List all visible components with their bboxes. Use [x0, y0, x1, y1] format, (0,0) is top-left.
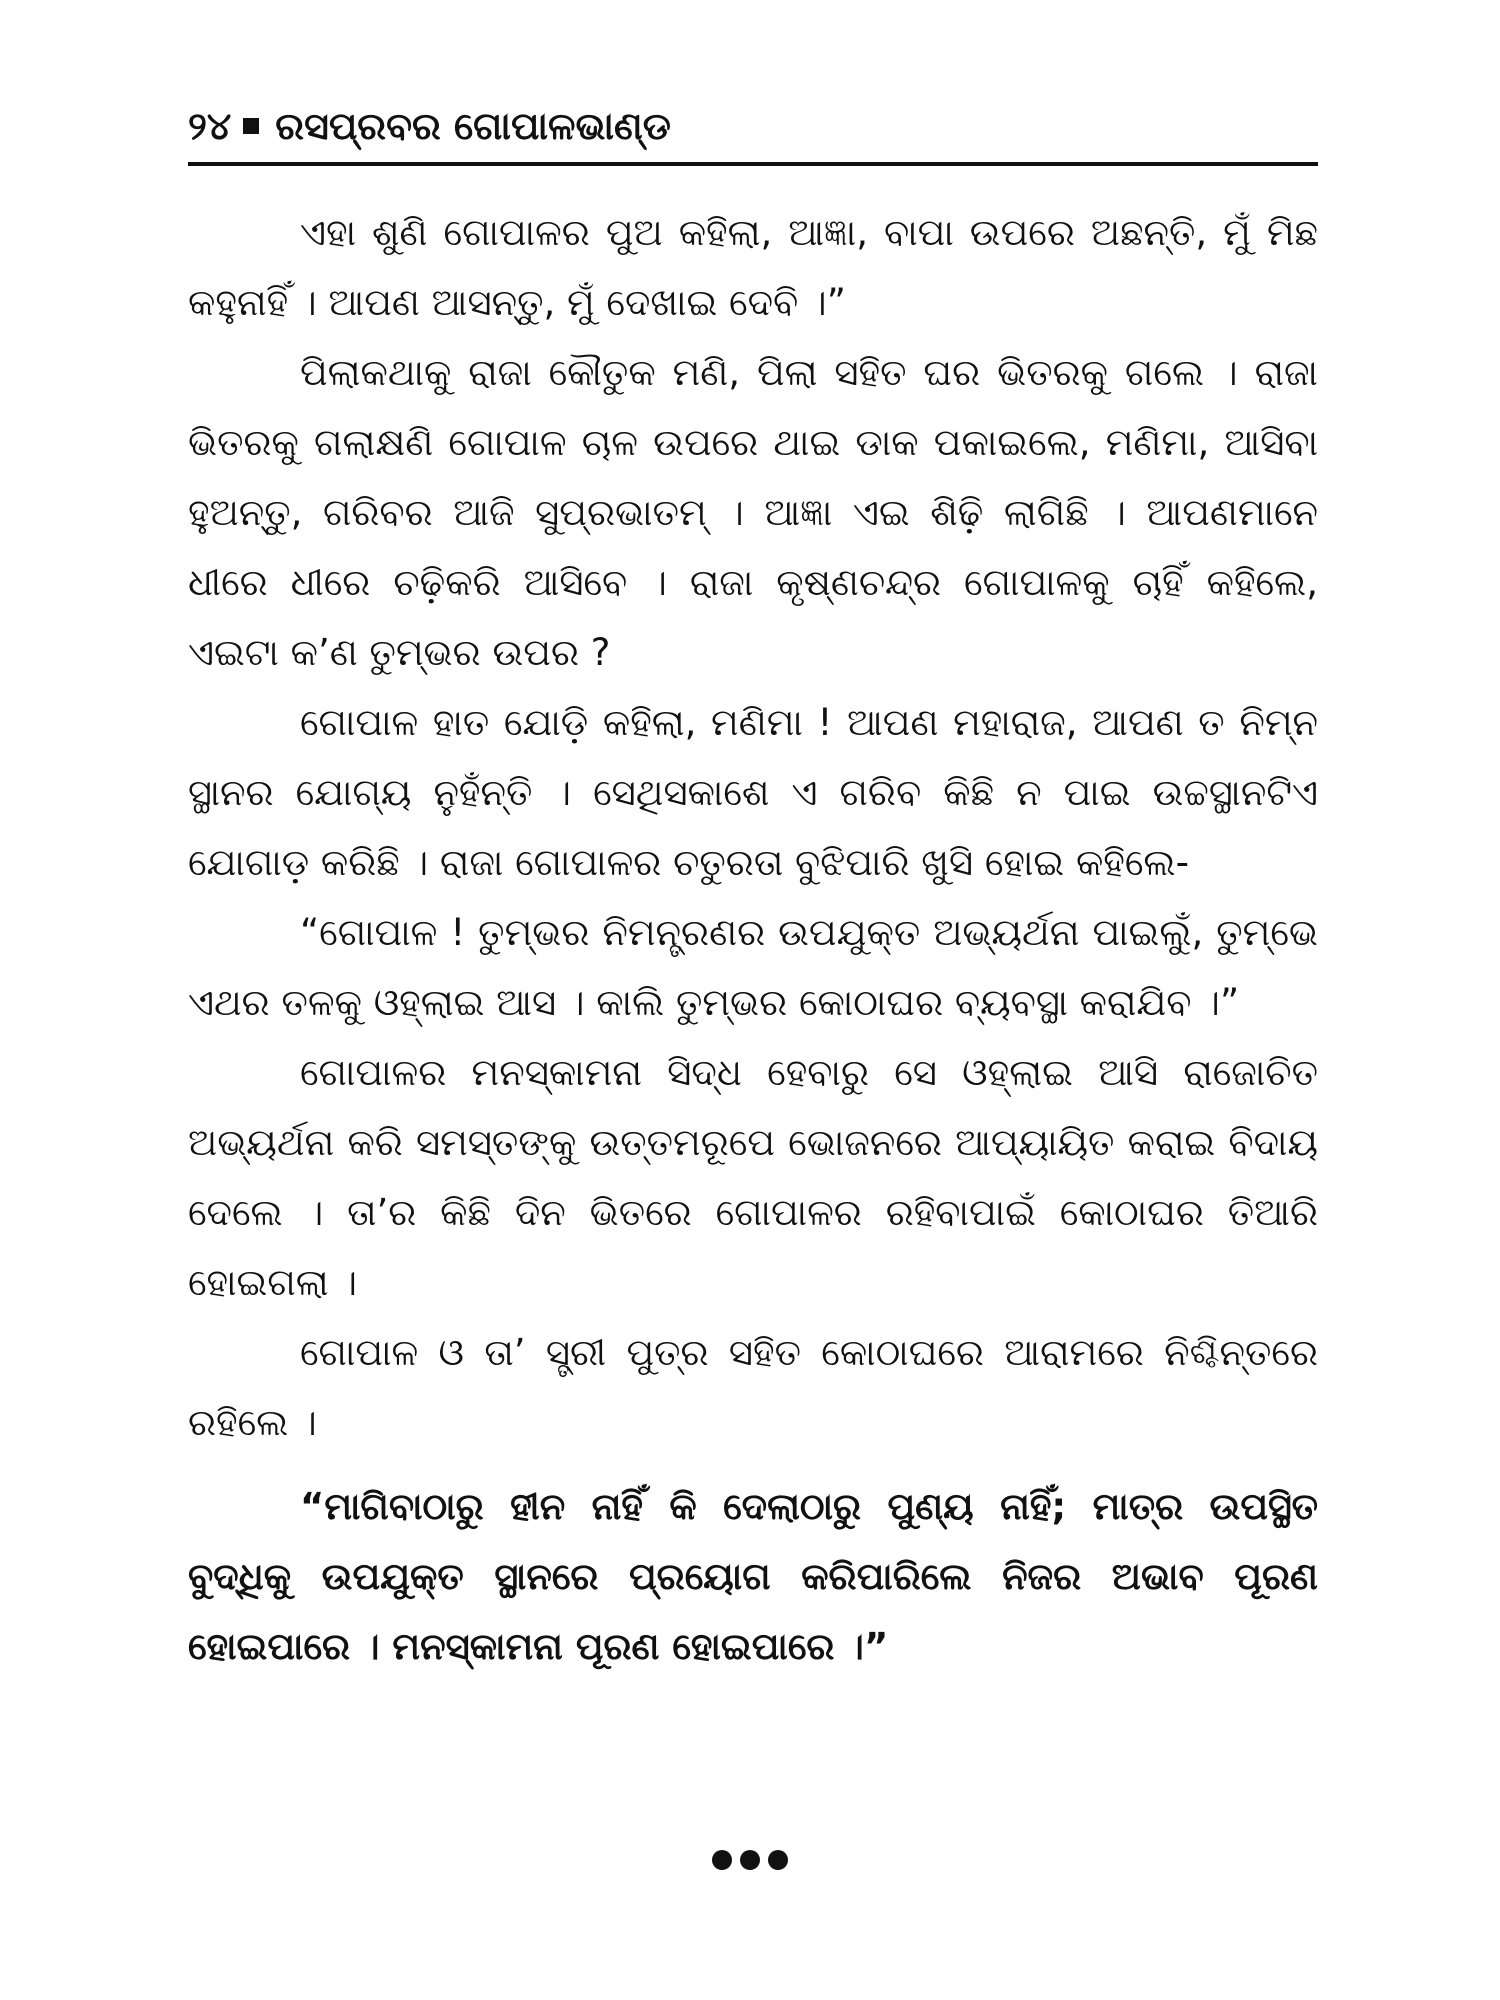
paragraph: ଏହା ଶୁଣି ଗୋପାଳର ପୁଅ କହିଲା, ଆଜ୍ଞା, ବାପା ଉପରେ ଅଛନ୍ତି, ମୁଁ ମିଛ କହୁନାହିଁ । ଆପଣ ଆସନ୍ତୁ, ମୁଁ ଦେଖାଇ ଦେବି ।”: [188, 211, 1318, 324]
page-body: [188, 198, 1318, 1682]
dot-icon: [712, 1850, 732, 1870]
header-rule: [188, 162, 1318, 166]
page-number: ୨୪: [188, 104, 232, 148]
square-bullet-icon: [243, 118, 259, 134]
book-title: ରସପ୍ରବର ଗୋପାଳଭାଣ୍ଡ: [275, 104, 671, 148]
paragraph: ଗୋପାଳ ହାତ ଯୋଡ଼ି କହିଲା, ମଣିମା ! ଆପଣ ମହାରାଜ, ଆପଣ ତ ନିମ୍ନ ସ୍ଥାନର ଯୋଗ୍ୟ ନୁହଁନ୍ତି । ସେଥିସକାଶେ ଏ ଗରିବ କିଛି ନ ପାଇ ଉଚ୍ଚସ୍ଥାନଟିଏ ଯୋଗାଡ଼ କରିଛି । ରାଜା ଗୋପାଳର ଚତୁରତା ବୁଝିପାରି ଖୁସି ହୋଇ କହିଲେ-: [188, 701, 1318, 884]
paragraph: ପିଲାକଥାକୁ ରାଜା କୌତୁକ ମଣି, ପିଲା ସହିତ ଘର ଭିତରକୁ ଗଲେ । ରାଜା ଭିତରକୁ ଗଲାକ୍ଷଣି ଗୋପାଳ ଚାଳ ଉପରେ ଥାଇ ଡାକ ପକାଇଲେ, ମଣିମା, ଆସିବା ହୁଅନ୍ତୁ, ଗରିବର ଆଜି ସୁପ୍ରଭାତମ୍ । ଆଜ୍ଞା ଏଇ ଶିଢ଼ି ଲାଗିଛି । ଆପଣମାନେ ଧୀରେ ଧୀରେ ଚଢ଼ିକରି ଆସିବେ । ରାଜା କୃଷ୍ଣଚନ୍ଦ୍ର ଗୋପାଳକୁ ଚାହିଁ କହିଲେ, ଏଇଟା କ’ଣ ତୁମ୍ଭର ଉପର ?: [188, 351, 1318, 674]
dot-icon: [768, 1850, 788, 1870]
paragraph: “ଗୋପାଳ ! ତୁମ୍ଭର ନିମନ୍ତ୍ରଣର ଉପଯୁକ୍ତ ଅଭ୍ୟର୍ଥନା ପାଇଲୁଁ, ତୁମ୍ଭେ ଏଥର ତଳକୁ ଓହ୍ଲାଇ ଆସ । କାଲି ତୁମ୍ଭର କୋଠାଘର ବ୍ୟବସ୍ଥା କରାଯିବ ।”: [188, 911, 1318, 1024]
moral-quote: “ମାଗିବାଠାରୁ ହୀନ ନାହିଁ କି ଦେଲାଠାରୁ ପୁଣ୍ୟ ନାହିଁ; ମାତ୍ର ଉପସ୍ଥିତ ବୁଦ୍ଧିକୁ ଉପଯୁକ୍ତ ସ୍ଥାନରେ ପ୍ରୟୋଗ କରିପାରିଲେ ନିଜର ଅଭାବ ପୂରଣ ହୋଇପାରେ । ମନସ୍କାମନା ପୂରଣ ହୋଇପାରେ ।”: [188, 1485, 1318, 1668]
page-header: [188, 96, 671, 156]
end-ornament: [0, 1850, 1500, 1874]
dot-icon: [740, 1850, 760, 1870]
paragraph: ଗୋପାଳର ମନସ୍କାମନା ସିଦ୍ଧ ହେବାରୁ ସେ ଓହ୍ଲାଇ ଆସି ରାଜୋଚିତ ଅଭ୍ୟର୍ଥନା କରି ସମସ୍ତଙ୍କୁ ଉତ୍ତମରୂପେ ଭୋଜନରେ ଆପ୍ୟାୟିତ କରାଇ ବିଦାୟ ଦେଲେ । ତା’ର କିଛି ଦିନ ଭିତରେ ଗୋପାଳର ରହିବାପାଇଁ କୋଠାଘର ତିଆରି ହୋଇଗଲା ।: [188, 1051, 1318, 1304]
paragraph: ଗୋପାଳ ଓ ତା’ ସ୍ତ୍ରୀ ପୁତ୍ର ସହିତ କୋଠାଘରେ ଆରାମରେ ନିଶ୍ଚିନ୍ତରେ ରହିଲେ ।: [188, 1331, 1318, 1444]
